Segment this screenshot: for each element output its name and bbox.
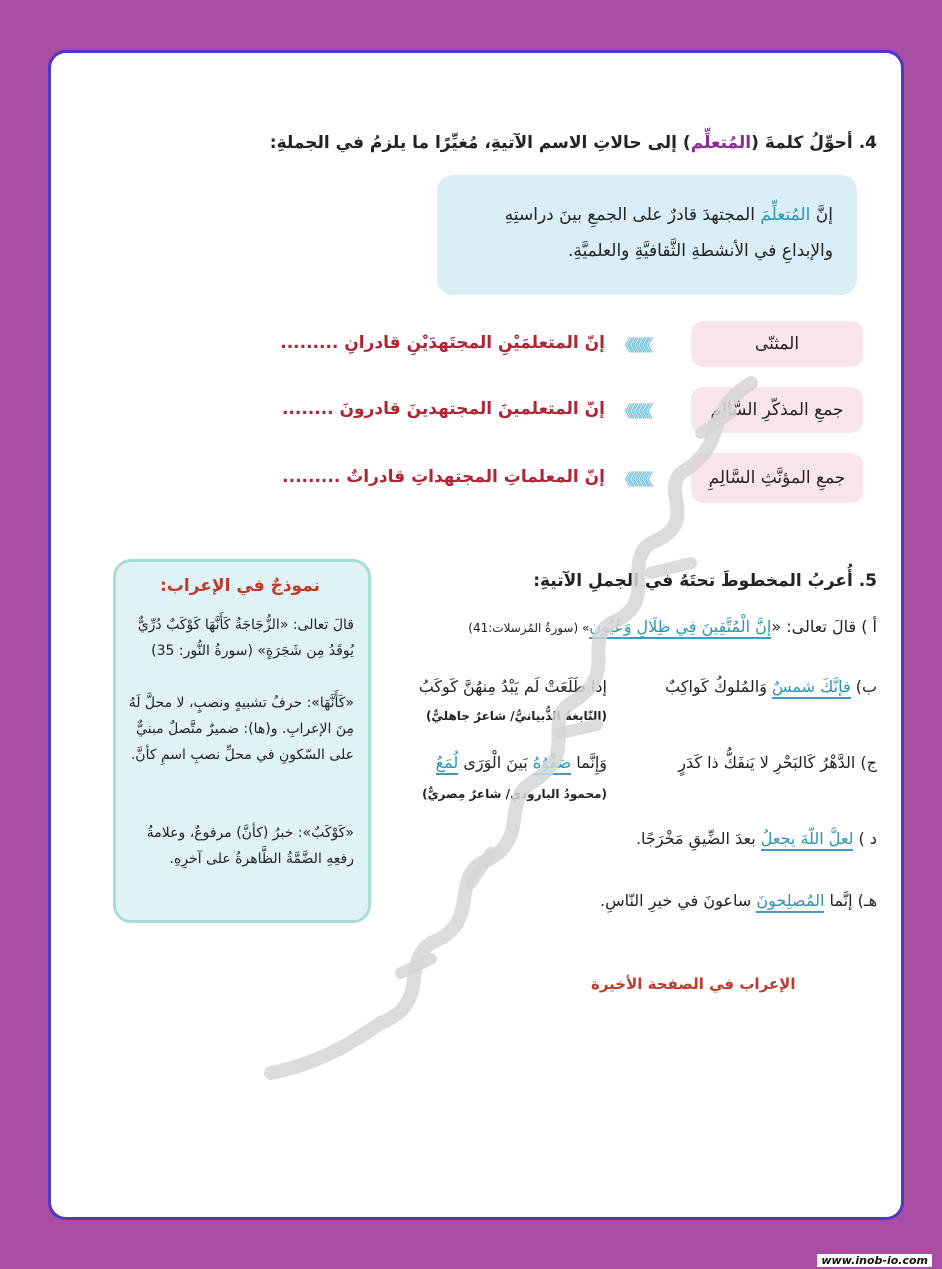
q5-item-c-poet: (محمودُ البارودي/ شاعرٌ مِصريٌّ) bbox=[422, 787, 607, 801]
q5-a-underlined: إِنَّ الْمُتَّقِينَ فِي ظِلَالٍ وَعُيُونٍ bbox=[589, 617, 771, 639]
q5-c-underlined-2: لُمَعُ bbox=[436, 753, 459, 775]
q5-a-prefix: أ ) قالَ تعالى: « bbox=[771, 617, 877, 636]
arrows-icon: 《《《《《《 bbox=[617, 470, 650, 489]
q5-b-prefix: ب) bbox=[850, 677, 877, 696]
q5-c-underlined: صَفْوُهُ bbox=[533, 753, 571, 775]
worksheet-page bbox=[48, 50, 904, 1220]
q5-d-underlined: لعلَّ اللّهَ يجعلُ bbox=[761, 829, 854, 851]
question-4-title bbox=[270, 133, 877, 153]
q5-c-mid: بَينَ الْوَرَى bbox=[458, 753, 533, 772]
case-label-feminine-plural: جمعِ المؤنَّثِ السَّالِمِ bbox=[691, 453, 863, 503]
parsing-model-box bbox=[113, 559, 371, 923]
q5-d-rest: بعدَ الضِّيقِ مَخْرَجًا. bbox=[635, 829, 761, 848]
quote-text bbox=[453, 197, 833, 269]
question-4-text-before: أحوِّلُ كلمةَ ( bbox=[751, 133, 853, 153]
q5-item-d bbox=[636, 829, 877, 848]
arrows-icon: 《《《《《《 bbox=[617, 336, 650, 355]
case-answer-dual: إنّ المتعلمَيْنِ المجتَهدَيْنِ قادرانِ ......... bbox=[280, 333, 605, 353]
case-answer-feminine-plural: إنّ المعلماتِ المجتهداتِ قادراتٌ ......... bbox=[282, 467, 605, 487]
model-paragraph-1: «كَأَنَّهَا»: حرفُ تشبيهٍ ونصبٍ، لا محلَّ لَهُ مِنَ الإعرابِ. و(ها): ضميرٌ متَّصلٌ مبنيٌّ على السّكونِ في محلِّ نصبِ اسمِ كأنَّ. bbox=[128, 695, 354, 763]
q5-b-underlined: فإنَّكَ شمسٌ bbox=[772, 677, 851, 699]
q5-e-underlined: المُصلِحونَ bbox=[756, 891, 824, 913]
model-paragraph-2: «كَوْكَبٌ»: خبرُ (كأنَّ) مرفوعٌ، وعلامةُ رفعِهِ الضَّمَّةُ الظَّاهرةُ على آخرِهِ. bbox=[146, 825, 354, 867]
q5-item-a bbox=[468, 617, 877, 636]
q5-b-rest: وَالمُلوكُ كَواكِبٌ bbox=[665, 677, 772, 696]
arrows-icon: 《《《《《《 bbox=[617, 402, 650, 421]
quote-start: إنَّ bbox=[810, 205, 833, 225]
q5-item-c-second bbox=[436, 753, 607, 772]
q5-e-prefix: هـ) إنَّما bbox=[824, 891, 877, 910]
q5-d-prefix: د ) bbox=[853, 829, 877, 848]
quote-highlight: المُتعلِّمَ bbox=[760, 205, 811, 225]
question-4-number: 4. bbox=[858, 133, 877, 153]
model-title: نموذجٌ في الإعراب: bbox=[160, 576, 320, 596]
q5-c-prefix: وَإِنَّما bbox=[571, 753, 607, 772]
case-label-masculine-plural: جمعِ المذكّرِ السَّالِمِ bbox=[691, 387, 863, 433]
q5-item-b-second: إذا طَلَعَتْ لَم يَبْدُ مِنهُنَّ كَوكَبُ bbox=[418, 677, 607, 696]
q5-a-suffix: » (سورةُ المُرسلات:41) bbox=[468, 621, 590, 635]
answers-note: الإعراب في الصفحة الأخيرة bbox=[591, 975, 796, 993]
q5-item-b-first bbox=[665, 677, 877, 696]
q5-item-e bbox=[600, 891, 877, 910]
q5-item-c-first: ج) الدَّهْرُ كَالبَحْرِ لا يَنفَكُّ ذا كَدَرٍ bbox=[678, 753, 877, 772]
question-5-title: 5. أُعربُ المخطوطَ تحتَهُ في الجملِ الآتيةِ: bbox=[533, 571, 877, 591]
case-answer-masculine-plural: إنّ المتعلمينَ المجتهدينَ قادرونَ ........ bbox=[281, 399, 605, 419]
footer-url: www.inob-io.com bbox=[817, 1254, 932, 1267]
question-4-text-after: ) إلى حالاتِ الاسم الآتيةِ، مُغيِّرًا ما يلزمُ في الجملةِ: bbox=[269, 133, 691, 153]
question-4-highlight: المُتعلِّم bbox=[690, 133, 752, 153]
quote-box bbox=[437, 175, 857, 295]
case-label-dual: المثنّى bbox=[691, 321, 863, 367]
quote-rest: المجتهدَ قادرٌ على الجمعِ بينَ دراستِهِ والإبداعِ في الأنشطةِ الثَّقافيَّةِ والعلميَّةِ. bbox=[504, 205, 833, 261]
q5-e-rest: ساعونَ في خيرِ النّاسِ. bbox=[599, 891, 757, 910]
q5-item-b-poet: (النّابغةُ الذُّبيانيُّ/ شاعرٌ جاهليٌّ) bbox=[425, 709, 607, 723]
model-verse: قالَ تعالى: «الزُّجَاجَةُ كَأَنَّهَا كَوْكَبٌ دُرِّيٌّ يُوقَدُ مِن شَجَرَةٍ» (سورةُ النُّور: 35) bbox=[137, 617, 354, 659]
